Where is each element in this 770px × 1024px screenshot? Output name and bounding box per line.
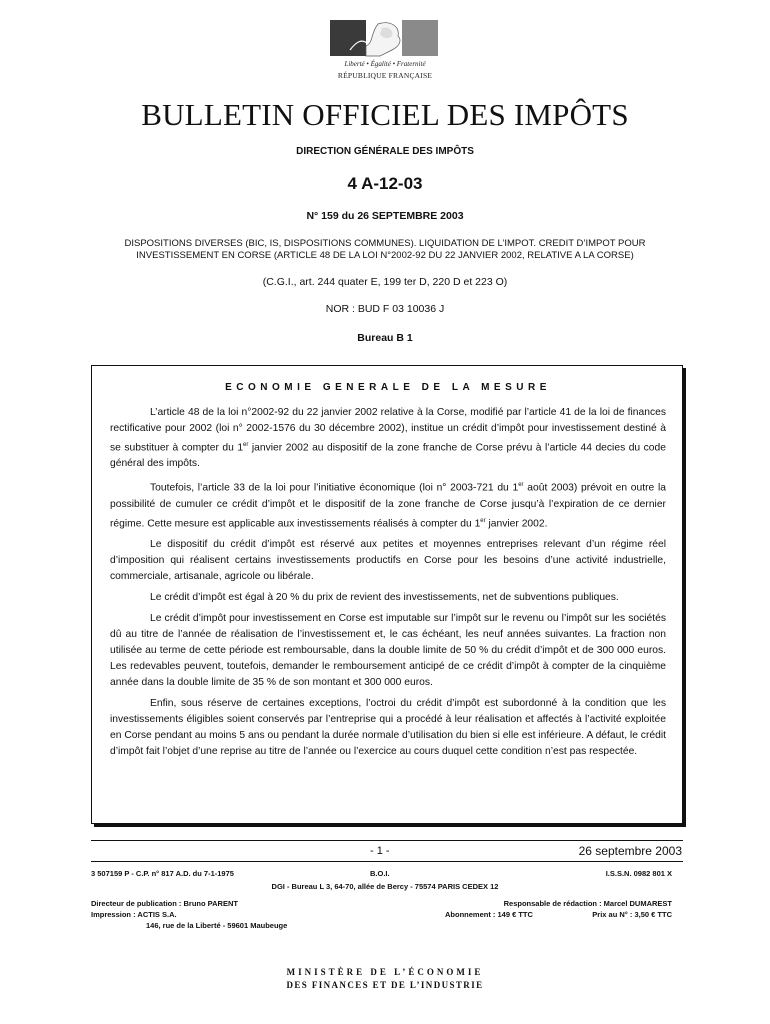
subject-line-2: INVESTISSEMENT EN CORSE (ARTICLE 48 DE LA LOI N°2002-92 DU 22 JANVIER 2002, RELATIVE A LA CORSE) bbox=[136, 250, 634, 261]
box-body bbox=[110, 405, 666, 765]
subject-line-1: DISPOSITIONS DIVERSES (BIC, IS, DISPOSITIONS COMMUNES). LIQUIDATION DE L’IMPOT. CREDIT D’IMPOT POUR bbox=[124, 238, 646, 249]
footer-divider-2 bbox=[91, 861, 683, 862]
printer: Impression : ACTIS S.A. bbox=[91, 910, 177, 919]
paragraph-1: L’article 48 de la loi n°2002-92 du 22 janvier 2002 relative à la Corse, modifié par l’article 41 de la loi de finances rectificative pour 2002 (loi n° 2002-1576 du 30 décembre 2002), institue un crédit d’impôt pour investissement destiné à se substituer à compter du 1er janvier 2002 au dispositif de la zone franche de Corse prévu à l’article 44 decies du code général des impôts. bbox=[110, 407, 666, 470]
publication-director: Directeur de publication : Bruno PARENT bbox=[91, 899, 238, 908]
document-reference: 4 A-12-03 bbox=[347, 174, 423, 193]
issue-price: Prix au N° : 3,50 € TTC bbox=[592, 910, 672, 919]
subscription-price: Abonnement : 149 € TTC bbox=[445, 910, 533, 919]
paragraph-4: Le crédit d’impôt est égal à 20 % du prix de revient des investissements, net de subventions publiques. bbox=[150, 592, 619, 604]
cpap-number: 3 507159 P - C.P. n° 817 A.D. du 7-1-1975 bbox=[91, 869, 234, 878]
bureau-label: Bureau B 1 bbox=[357, 332, 413, 344]
footer-divider bbox=[91, 840, 683, 841]
direction-label: DIRECTION GÉNÉRALE DES IMPÔTS bbox=[296, 146, 474, 157]
footer-date: 26 septembre 2003 bbox=[578, 844, 682, 858]
republic-name: RÉPUBLIQUE FRANÇAISE bbox=[337, 71, 433, 80]
box-heading: ECONOMIE GENERALE DE LA MESURE bbox=[225, 382, 551, 393]
paragraph-6: Enfin, sous réserve de certaines exceptions, l’octroi du crédit d’impôt est subordonné à la condition que les investissements éligibles soient conservés par l’entreprise qui a procédé à leur réalisation et affectés à l’activité exploitée en Corse pendant au moins 5 ans ou pendant la durée normale d’utilisation du bien si elle est inférieure. A défaut, le crédit d’impôt fait l’objet d’une reprise au titre de l’année ou l’exercice au cours duquel cette condition n’est pas respectée. bbox=[110, 698, 666, 758]
issue-number: N° 159 du 26 SEPTEMBRE 2003 bbox=[306, 210, 464, 222]
ministry-name-line-1: MINISTÈRE DE L’ÉCONOMIE bbox=[286, 967, 484, 977]
bulletin-title: BULLETIN OFFICIEL DES IMPÔTS bbox=[141, 97, 629, 132]
issn-number: I.S.S.N. 0982 801 X bbox=[605, 869, 672, 878]
boi-label: B.O.I. bbox=[370, 869, 390, 878]
page-number: - 1 - bbox=[370, 845, 390, 857]
paragraph-2: Toutefois, l’article 33 de la loi pour l’initiative économique (loi n° 2003-721 du 1er août 2003) prévoit en outre la possibilité de cumuler ce crédit d’impôt et le dispositif de la zone franche de Corse jusqu’à l’expiration de ce dernier régime. Cette mesure est applicable aux investissements réalisés à compter du 1er janvier 2002. bbox=[110, 482, 666, 530]
republic-motto: Liberté • Égalité • Fraternité bbox=[344, 60, 426, 68]
paragraph-3: Le dispositif du crédit d’impôt est réservé aux petites et moyennes entreprises relevant d’un régime réel d’imposition qui réalisent certains investissements productifs en Corse pour les besoins d’une activité industrielle, commerciale, artisanale, agricole ou libérale. bbox=[110, 539, 666, 583]
publisher-address: DGI - Bureau L 3, 64-70, allée de Bercy - 75574 PARIS CEDEX 12 bbox=[271, 882, 499, 891]
ministry-name-line-2: DES FINANCES ET DE L’INDUSTRIE bbox=[286, 980, 484, 990]
cgi-reference: (C.G.I., art. 244 quater E, 199 ter D, 220 D et 223 O) bbox=[262, 276, 508, 288]
paragraph-5: Le crédit d’impôt pour investissement en Corse est imputable sur l’impôt sur le revenu ou l’impôt sur les sociétés dû au titre de l’année de réalisation de l’investissement et, le cas échéant, les neuf années suivantes. La fraction non utilisée au terme de cette période est remboursable, dans la double limite de 50 % du crédit d’impôt et de 300 000 euros. Les redevables peuvent, toutefois, demander le remboursement anticipé de ce crédit d’impôt à compter de la cinquième année dans la double limite de 35 % de son montant et 300 000 euros. bbox=[110, 613, 666, 689]
editorial-manager: Responsable de rédaction : Marcel DUMAREST bbox=[503, 899, 672, 908]
summary-box bbox=[91, 365, 683, 824]
printer-address: 146, rue de la Liberté - 59601 Maubeuge bbox=[146, 921, 288, 930]
nor-reference: NOR : BUD F 03 10036 J bbox=[325, 303, 445, 315]
